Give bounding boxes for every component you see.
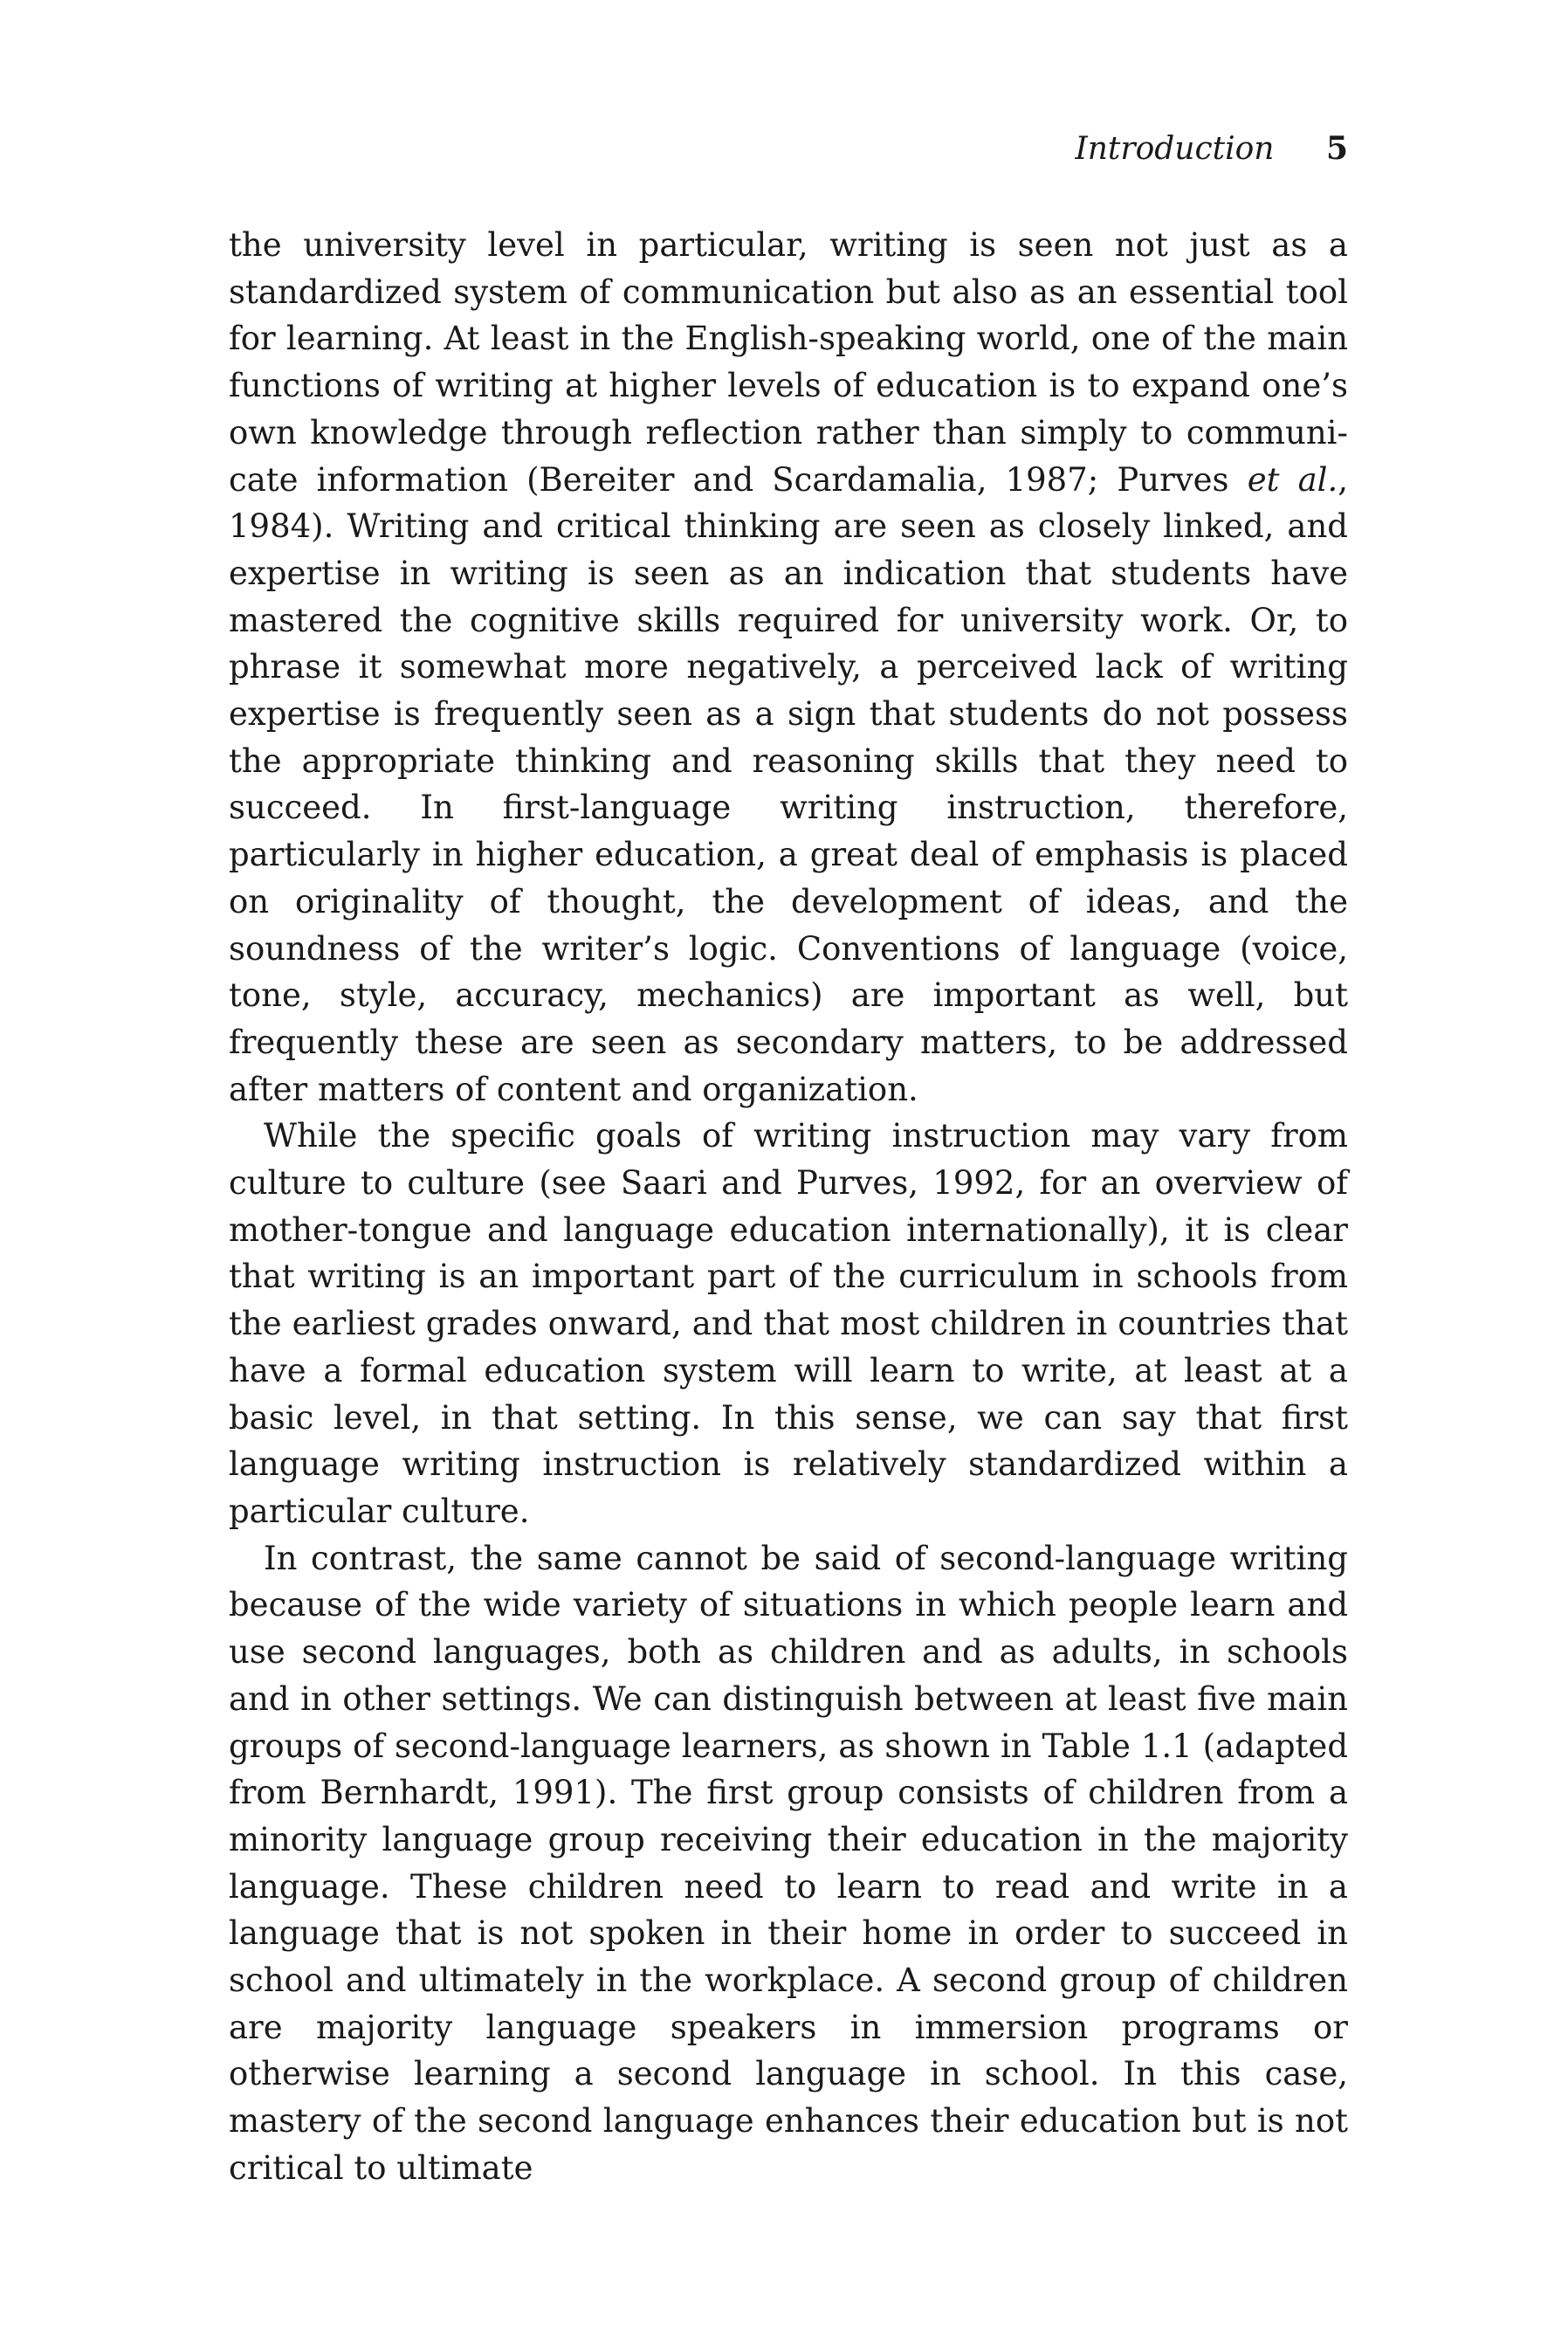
paragraph-1-italic-citation: et al.: [1247, 460, 1338, 499]
paragraph-2: While the specific goals of writing instruction may vary from culture to culture (see Saari and Purves, 1992, for an overview of mother-tongue and language education internationally), it is clear that writing is an important part of the curriculum in schools from the earliest grades onward, and that most children in countries that have a formal education system will learn to write, at least at a basic level, in that setting. In this sense, we can say that first language writing instruction is relatively standardized within a particular culture.: [229, 1117, 1348, 1530]
body-text: [229, 222, 1348, 2192]
paragraph-1-text-end: , 1984). Writing and critical thinking are seen as closely linked, and expertise in writing is seen as an indication that students have mastered the cognitive skills required for university work. Or, to phrase it somewhat more negatively, a perceived lack of writing expertise is frequently seen as a sign that students do not possess the appropriate thinking and reasoning skills that they need to succeed. In first-language writing instruction, therefore, particularly in higher education, a great deal of emphasis is placed on originality of thought, the development of ideas, and the soundness of the writer’s logic. Conventions of language (voice, tone, style, accuracy, mechanics) are important as well, but frequently these are seen as secondary matters, to be addressed after matters of content and organization.: [229, 460, 1348, 1108]
running-head-section-title: Introduction: [1075, 131, 1275, 167]
page-number: 5: [1325, 130, 1348, 167]
paragraph-3: In contrast, the same cannot be said of second-language writing because of the wide variety of situations in which people learn and use second languages, both as children and as adults, in schools and in other settings. We can distinguish between at least five main groups of second-language learners, as shown in Table 1.1 (adapted from Bernhardt, 1991). The first group consists of children from a minority language group receiving their education in the majority language. These children need to learn to read and write in a language that is not spoken in their home in order to succeed in school and ultimately in the workplace. A second group of children are majority language speakers in immersion programs or otherwise learning a second language in school. In this case, mastery of the second language enhances their education but is not critical to ultimate: [229, 1539, 1348, 2187]
paragraph-1: [229, 222, 1348, 1113]
paragraph-1-text-start: the university level in particular, writing is seen not just as a standardized system of communication but also as an essential tool for learning. At least in the English-speaking world, one of the main functions of writing at higher levels of education is to expand one’s own knowledge through reflection rather than simply to communicate information (Bereiter and Scardamalia, 1987; Purves: [229, 226, 1348, 499]
running-head: [1075, 128, 1348, 170]
